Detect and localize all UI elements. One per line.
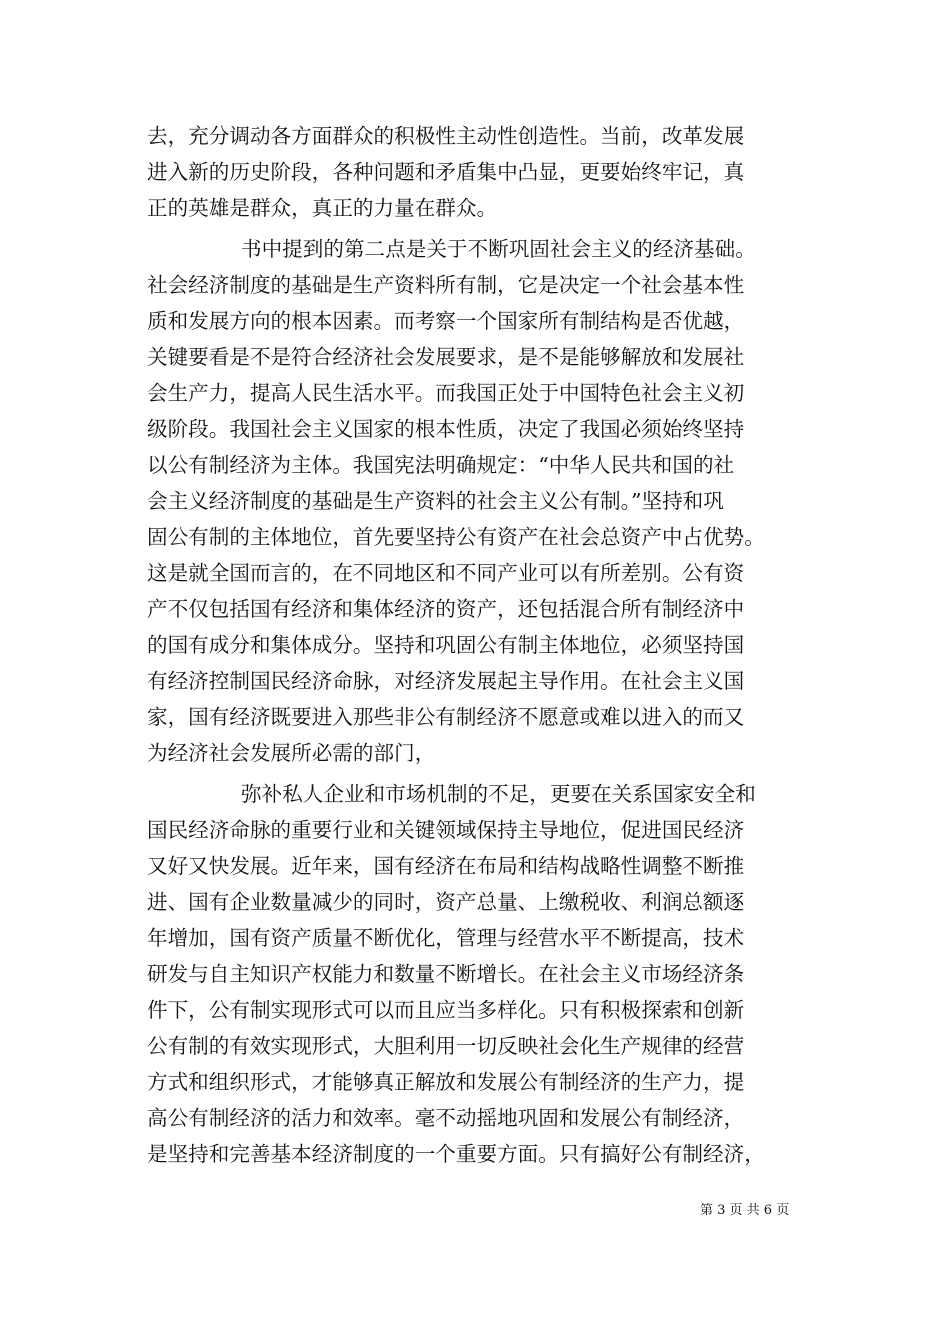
- text-line: 会生产力，提高人民生活水平。而我国正处于中国特色社会主义初: [147, 381, 745, 405]
- paragraph-first-line: 弥补私人企业和市场机制的不足，更要在关系国家安全和: [241, 782, 756, 806]
- text-line: 件下，公有制实现形式可以而且应当多样化。只有积极探索和创新: [147, 998, 745, 1022]
- text-line: 这是就全国而言的，在不同地区和不同产业可以有所差别。公有资: [147, 561, 745, 585]
- text-line: 质和发展方向的根本因素。而考察一个国家所有制结构是否优越，: [147, 309, 745, 333]
- text-line: 固公有制的主体地位，首先要坚持公有资产在社会总资产中占优势。: [147, 525, 765, 549]
- text-line: 国民经济命脉的重要行业和关键领域保持主导地位，促进国民经济: [147, 818, 745, 842]
- text-line: 家，国有经济既要进入那些非公有制经济不愿意或难以进入的而又: [147, 705, 745, 729]
- text-line: 高公有制经济的活力和效率。毫不动摇地巩固和发展公有制经济，: [147, 1106, 745, 1130]
- page-number-footer: 第 3 页 共 6 页: [700, 1203, 790, 1218]
- text-line: 社会经济制度的基础是生产资料所有制，它是决定一个社会基本性: [147, 273, 745, 297]
- text-line: 正的英雄是群众，真正的力量在群众。: [147, 196, 498, 220]
- text-line: 研发与自主知识产权能力和数量不断增长。在社会主义市场经济条: [147, 962, 745, 986]
- paragraph-first-line: 书中提到的第二点是关于不断巩固社会主义的经济基础。: [241, 237, 756, 261]
- document-body: [147, 118, 817, 1172]
- text-line: 为经济社会发展所必需的部门，: [147, 741, 436, 765]
- text-line: 是坚持和完善基本经济制度的一个重要方面。只有搞好公有制经济，: [147, 1142, 765, 1166]
- text-line: 公有制的有效实现形式，大胆利用一切反映社会化生产规律的经营: [147, 1034, 745, 1058]
- text-line: 进入新的历史阶段，各种问题和矛盾集中凸显，更要始终牢记，真: [147, 160, 745, 184]
- text-line: 会主义经济制度的基础是生产资料的社会主义公有制。”坚持和巩: [147, 489, 724, 513]
- text-line: 关键要看是不是符合经济社会发展要求，是不是能够解放和发展社: [147, 345, 745, 369]
- text-line: 又好又快发展。近年来，国有经济在布局和结构战略性调整不断推: [147, 854, 745, 878]
- text-line: 有经济控制国民经济命脉，对经济发展起主导作用。在社会主义国: [147, 669, 745, 693]
- text-line: 方式和组织形式，才能够真正解放和发展公有制经济的生产力，提: [147, 1070, 745, 1094]
- text-line: 级阶段。我国社会主义国家的根本性质，决定了我国必须始终坚持: [147, 417, 745, 441]
- text-line: 产不仅包括国有经济和集体经济的资产，还包括混合所有制经济中: [147, 597, 745, 621]
- text-line: 去，充分调动各方面群众的积极性主动性创造性。当前，改革发展: [147, 124, 745, 148]
- text-line: 以公有制经济为主体。我国宪法明确规定：“中华人民共和国的社: [147, 453, 735, 477]
- text-line: 进、国有企业数量减少的同时，资产总量、上缴税收、利润总额逐: [147, 890, 745, 914]
- text-line: 的国有成分和集体成分。坚持和巩固公有制主体地位，必须坚持国: [147, 633, 745, 657]
- text-line: 年增加，国有资产质量不断优化，管理与经营水平不断提高，技术: [147, 926, 745, 950]
